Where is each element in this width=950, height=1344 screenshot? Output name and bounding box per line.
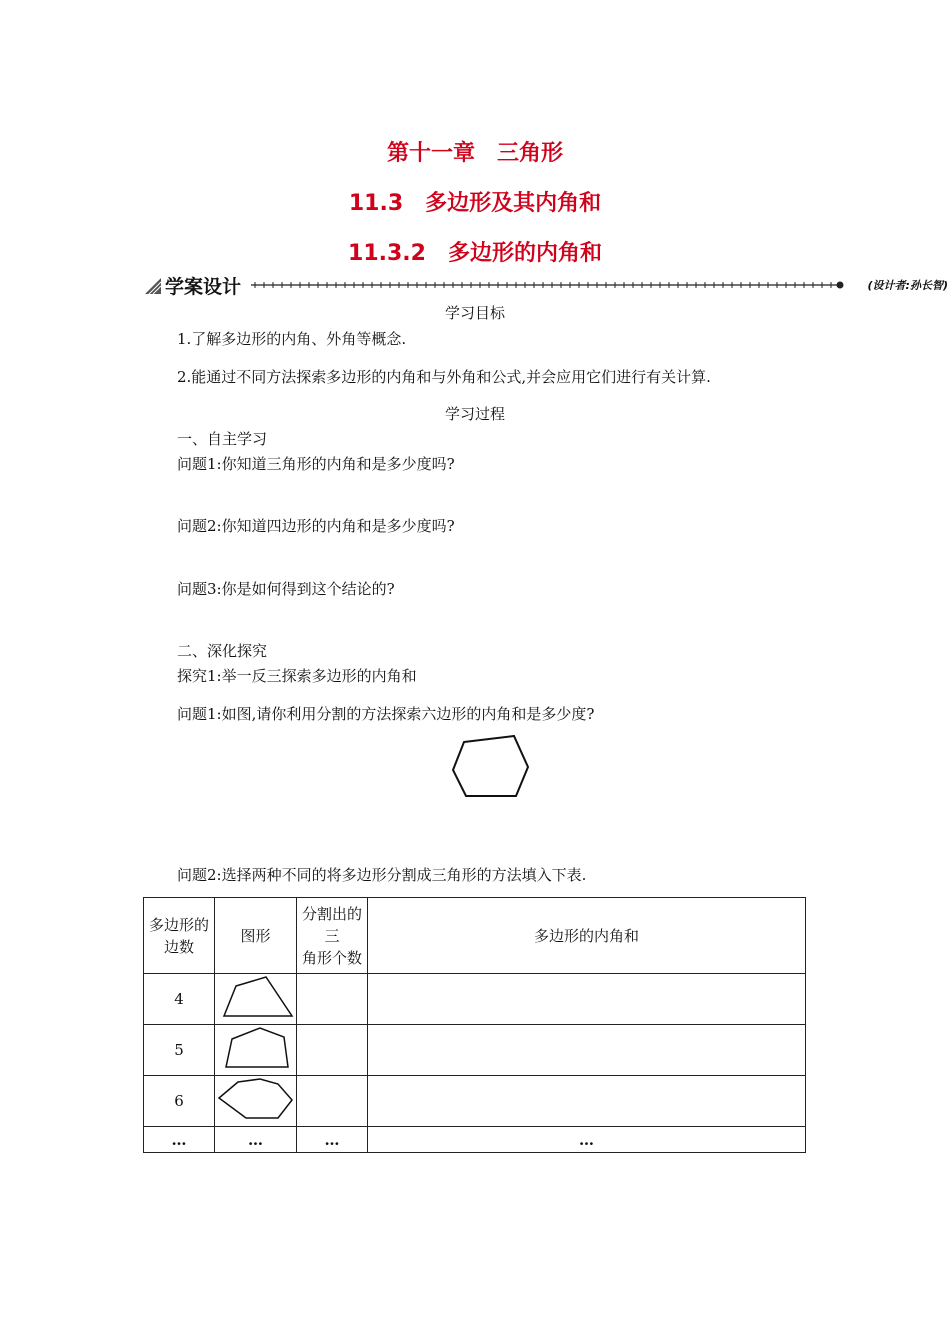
ellipsis-cell: … <box>144 1127 215 1153</box>
header-triangles-line1: 分割出的 <box>301 904 362 923</box>
part1-question-1: 问题1:你知道三角形的内角和是多少度吗? <box>177 455 455 473</box>
cell-triangles[interactable] <box>297 1076 368 1127</box>
header-sides-line1: 多边形的 <box>148 915 209 934</box>
cell-triangles[interactable] <box>297 974 368 1025</box>
header-triangles-line2: 三 <box>324 926 340 945</box>
process-heading: 学习过程 <box>444 405 505 423</box>
part2-question-2: 问题2:选择两种不同的将多边形分割成三角形的方法填入下表. <box>177 866 587 884</box>
part1-heading: 一、自主学习 <box>177 430 268 448</box>
part1-question-2: 问题2:你知道四边形的内角和是多少度吗? <box>177 517 455 535</box>
chapter-title: 第十一章 三角形 <box>386 141 563 166</box>
table-row <box>144 1025 806 1076</box>
part1-question-3: 问题3:你是如何得到这个结论的? <box>177 580 395 598</box>
header-triangles-line3: 角形个数 <box>301 948 362 967</box>
cell-figure <box>215 1025 297 1076</box>
design-banner <box>143 272 950 296</box>
cell-sides: 5 <box>144 1025 215 1076</box>
header-sides-line2: 边数 <box>163 937 194 956</box>
hexagon-small-figure <box>216 1076 296 1122</box>
ellipsis-cell: … <box>297 1127 368 1153</box>
section-title: 11.3 多边形及其内角和 <box>348 191 602 216</box>
part2-question-1: 问题1:如图,请你利用分割的方法探索六边形的内角和是多少度? <box>177 705 595 723</box>
subsection-title: 11.3.2 多边形的内角和 <box>348 241 602 266</box>
header-sides <box>144 898 215 974</box>
ellipsis-cell: … <box>215 1127 297 1153</box>
hexagon-figure <box>448 732 534 800</box>
table-ellipsis-row <box>144 1127 806 1153</box>
quadrilateral-figure <box>218 974 294 1020</box>
cell-angle-sum[interactable] <box>368 1076 806 1127</box>
table-row <box>144 974 806 1025</box>
objectives-heading: 学习目标 <box>444 304 505 322</box>
exploration-1: 探究1:举一反三探索多边形的内角和 <box>177 667 417 685</box>
cell-sides: 6 <box>144 1076 215 1127</box>
objective-2: 2.能通过不同方法探索多边形的内角和与外角和公式,并会应用它们进行有关计算. <box>177 368 711 386</box>
ellipsis-cell: … <box>368 1127 806 1153</box>
banner-label: 学案设计 <box>165 276 242 298</box>
part2-heading: 二、深化探究 <box>177 642 268 660</box>
cell-figure <box>215 1076 297 1127</box>
objective-1: 1.了解多边形的内角、外角等概念. <box>177 330 407 348</box>
cell-triangles[interactable] <box>297 1025 368 1076</box>
banner-decoration <box>143 272 950 296</box>
cell-sides: 4 <box>144 974 215 1025</box>
designer-credit: (设计者:孙长智) <box>867 279 948 292</box>
cell-figure <box>215 974 297 1025</box>
header-triangles <box>297 898 368 974</box>
cell-angle-sum[interactable] <box>368 1025 806 1076</box>
cell-angle-sum[interactable] <box>368 974 806 1025</box>
pentagon-figure <box>218 1025 294 1071</box>
table-row <box>144 1076 806 1127</box>
header-angle-sum: 多边形的内角和 <box>368 898 806 974</box>
table-header-row <box>144 898 806 974</box>
polygon-table <box>143 897 806 1153</box>
header-figure: 图形 <box>215 898 297 974</box>
